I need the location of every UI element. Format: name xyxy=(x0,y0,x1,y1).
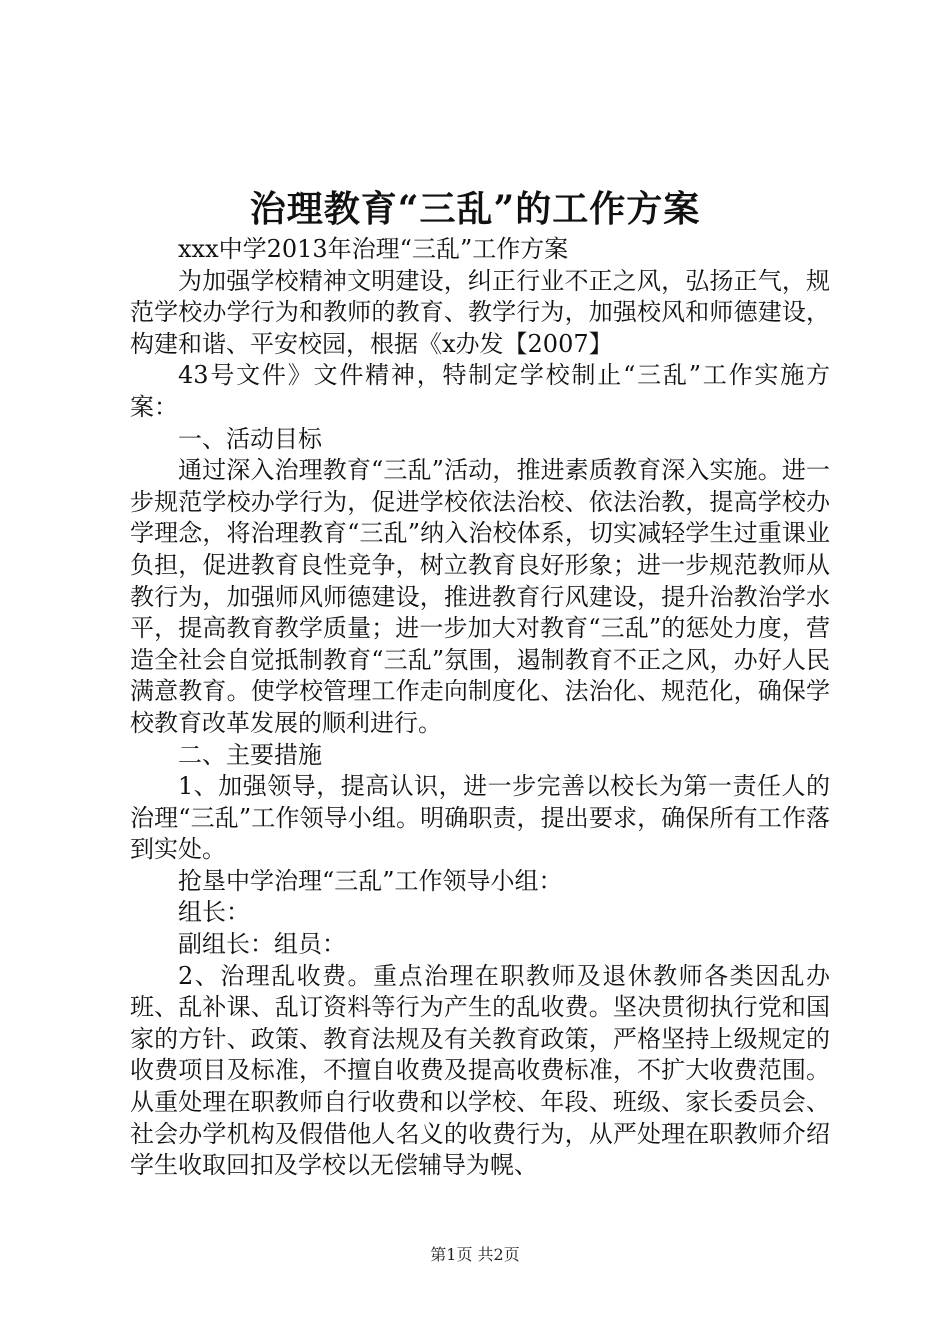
paragraph-subtitle: xxx中学2013年治理“三乱”工作方案 xyxy=(178,235,569,263)
section-heading-measures: 二、主要措施 xyxy=(178,740,322,769)
paragraph-goals: 通过深入治理教育“三乱”活动，推进素质教育深入实施。进一步规范学校办学行为，促进学校依法治校、依法治教，提高学校办学理念，将治理教育“三乱”纳入治校体系，切实减轻学生过重课业负担，促进教育良性竞争，树立教育良好形象；进一步规范教师从教行为，加强师风师德建设，推进教育行风建设，提升治教治学水平，提高教育教学质量；进一步加大对教育“三乱”的惩处力度，营造全社会自觉抵制教育“三乱”氛围，遏制教育不正之风，办好人民满意教育。使学校管理工作走向制度化、法治化、规范化，确保学校教育改革发展的顺利进行。 xyxy=(130,456,830,737)
paragraph-intro-continued: 43号文件》文件精神，特制定学校制止“三乱”工作实施方案： xyxy=(130,361,830,421)
paragraph-measure-1: 1、加强领导，提高认识，进一步完善以校长为第一责任人的治理“三乱”工作领导小组。明确职责，提出要求，确保所有工作落到实处。 xyxy=(130,772,830,864)
paragraph-intro: 为加强学校精神文明建设，纠正行业不正之风，弘扬正气，规范学校办学行为和教师的教育、教学行为，加强校风和师德建设，构建和谐、平安校园，根据《x办发【2007】 xyxy=(130,266,830,358)
document-title: 治理教育“三乱”的工作方案 xyxy=(249,188,701,230)
paragraph-leadership-group: 抢垦中学治理“三乱”工作领导小组： xyxy=(178,866,563,895)
paragraph-measure-2: 2、治理乱收费。重点治理在职教师及退休教师各类因乱办班、乱补课、乱订资料等行为产生的乱收费。坚决贯彻执行党和国家的方针、政策、教育法规及有关教育政策，严格坚持上级规定的收费项目及标准，不擅自收费及提高收费标准，不扩大收费范围。从重处理在职教师自行收费和以学校、年段、班级、家长委员会、社会办学机构及假借他人名义的收费行为，从严处理在职教师介绍学生收取回扣及学校以无偿辅导为幌、 xyxy=(130,961,830,1180)
page-footer: 第1页 共2页 xyxy=(430,1245,520,1264)
paragraph-group-members: 副组长：组员： xyxy=(178,930,346,959)
paragraph-group-leader: 组长： xyxy=(178,898,250,927)
document-body xyxy=(130,234,830,1182)
section-heading-goals: 一、活动目标 xyxy=(178,424,322,453)
